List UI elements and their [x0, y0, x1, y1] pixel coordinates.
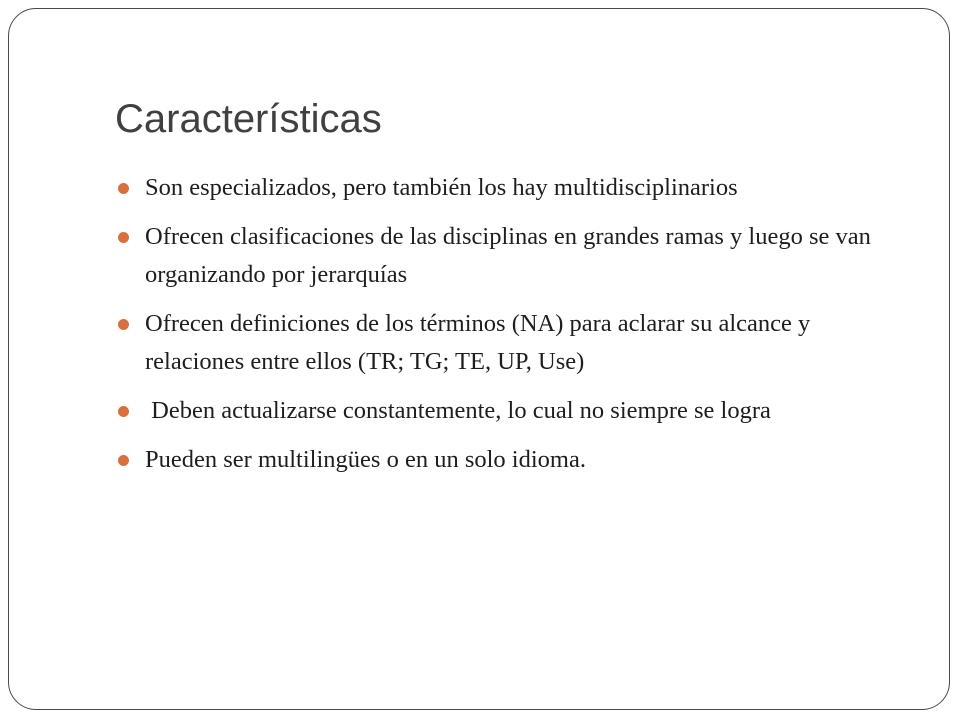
bullet-dot-icon	[118, 232, 129, 243]
bullet-text: Ofrecen definiciones de los términos (NA) para aclarar su alcance y relaciones entre ellos (TR; TG; TE, UP, Use)	[145, 310, 811, 375]
bullet-dot-icon	[118, 319, 129, 330]
bullet-item	[115, 305, 905, 381]
slide-frame	[8, 8, 950, 710]
bullet-item	[115, 441, 905, 479]
slide-title: Características	[115, 97, 382, 141]
bullet-dot-icon	[118, 183, 129, 194]
bullet-dot-icon	[118, 455, 129, 466]
bullet-text: Ofrecen clasificaciones de las disciplinas en grandes ramas y luego se van organizando por jerarquías	[145, 223, 871, 288]
bullet-item	[115, 218, 905, 294]
bullet-item	[115, 169, 905, 207]
bullet-text: Deben actualizarse constantemente, lo cual no siempre se logra	[145, 397, 771, 424]
bullet-dot-icon	[118, 406, 129, 417]
bullet-text: Son especializados, pero también los hay multidisciplinarios	[145, 174, 738, 201]
bullet-list	[115, 169, 905, 490]
bullet-text: Pueden ser multilingües o en un solo idioma.	[145, 446, 586, 473]
bullet-item	[115, 392, 905, 430]
